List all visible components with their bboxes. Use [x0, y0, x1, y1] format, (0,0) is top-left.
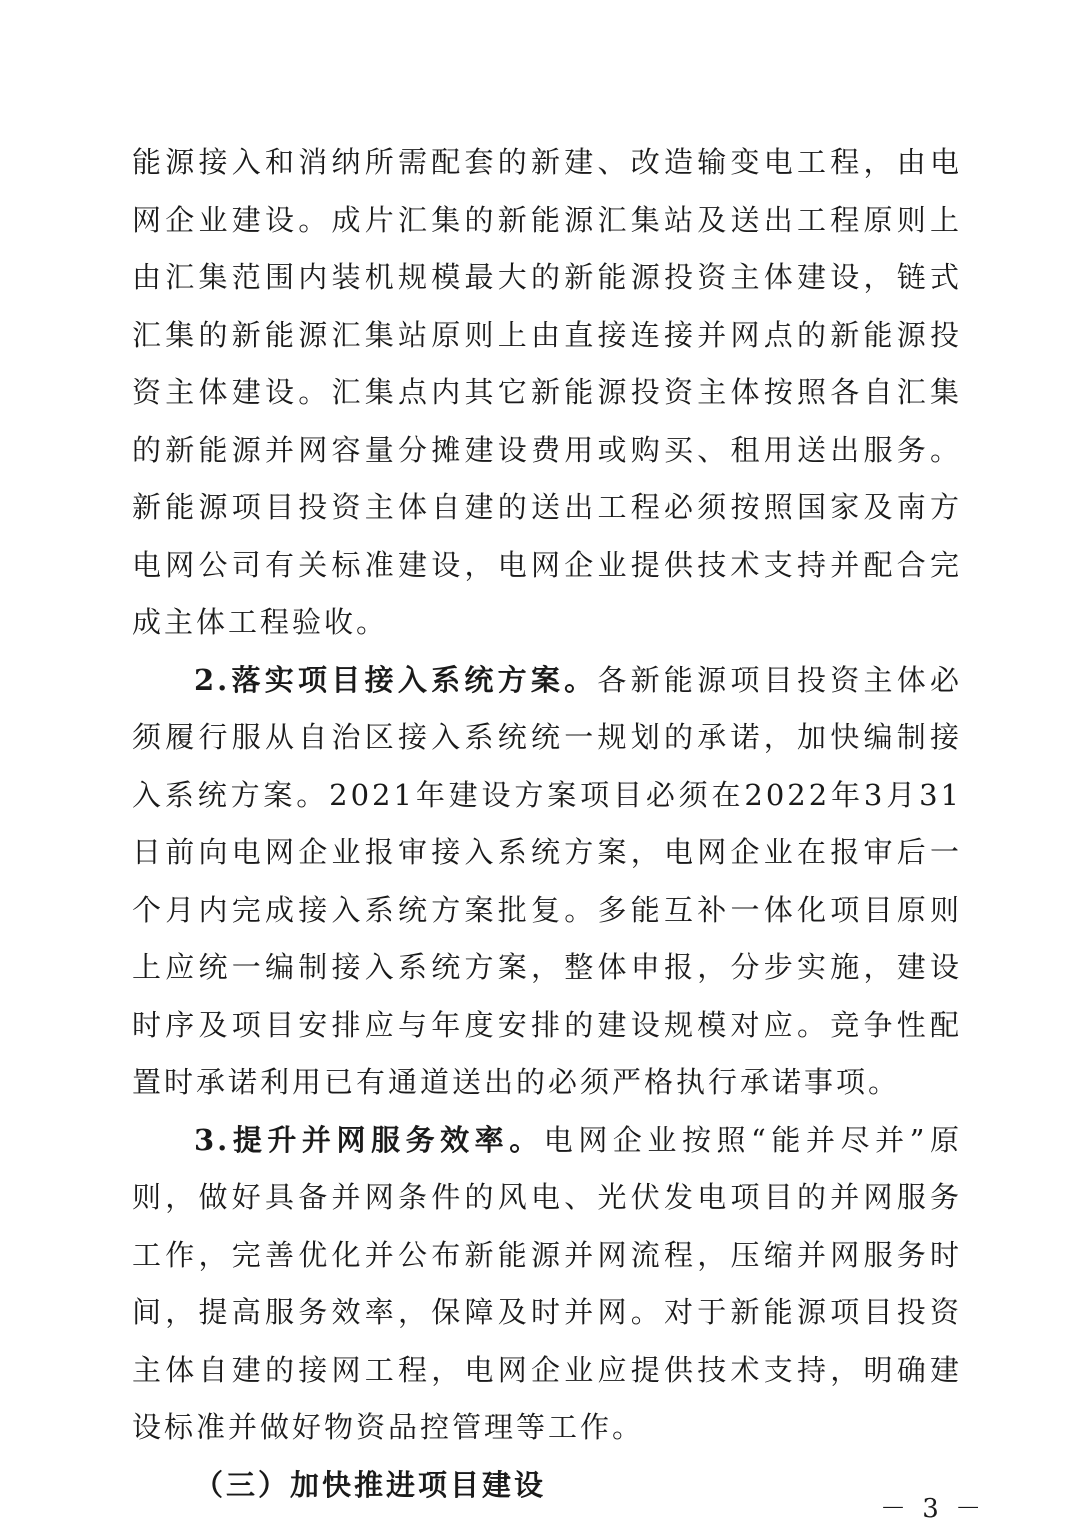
document-body: [132, 134, 962, 1514]
paragraph-1-text: 能源接入和消纳所需配套的新建、改造输变电工程，由电网企业建设。成片汇集的新能源汇集站及送出工程原则上由汇集范围内装机规模最大的新能源投资主体建设，链式汇集的新能源汇集站原则上由直接连接并网点的新能源投资主体建设。汇集点内其它新能源投资主体按照各自汇集的新能源并网容量分摊建设费用或购买、租用送出服务。新能源项目投资主体自建的送出工程必须按照国家及南方电网公司有关标准建设，电网企业提供技术支持并配合完成主体工程验收。: [132, 145, 962, 639]
paragraph-access-plan: [132, 652, 962, 1112]
paragraph-3-text: 电网企业按照“能并尽并”原则，做好具备并网条件的风电、光伏发电项目的并网服务工作，完善优化并公布新能源并网流程，压缩并网服务时间，提高服务效率，保障及时并网。对于新能源项目投资主体自建的接网工程，电网企业应提供技术支持，明确建设标准并做好物资品控管理等工作。: [132, 1122, 962, 1444]
paragraph-continuation: [132, 134, 962, 652]
page-number: － 3 －: [880, 1494, 986, 1524]
paragraph-2-heading: 2.落实项目接入系统方案。: [194, 662, 598, 697]
paragraph-grid-service: [132, 1112, 962, 1457]
paragraph-3-heading: 3.提升并网服务效率。: [194, 1122, 544, 1157]
section-heading: （三）加快推进项目建设: [194, 1467, 547, 1502]
paragraph-2-text: 各新能源项目投资主体必须履行服从自治区接入系统统一规划的承诺，加快编制接入系统方案。2021年建设方案项目必须在2022年3月31日前向电网企业报审接入系统方案，电网企业在报审后一个月内完成接入系统方案批复。多能互补一体化项目原则上应统一编制接入系统方案，整体申报，分步实施，建设时序及项目安排应与年度安排的建设规模对应。竞争性配置时承诺利用已有通道送出的必须严格执行承诺事项。: [132, 662, 962, 1099]
